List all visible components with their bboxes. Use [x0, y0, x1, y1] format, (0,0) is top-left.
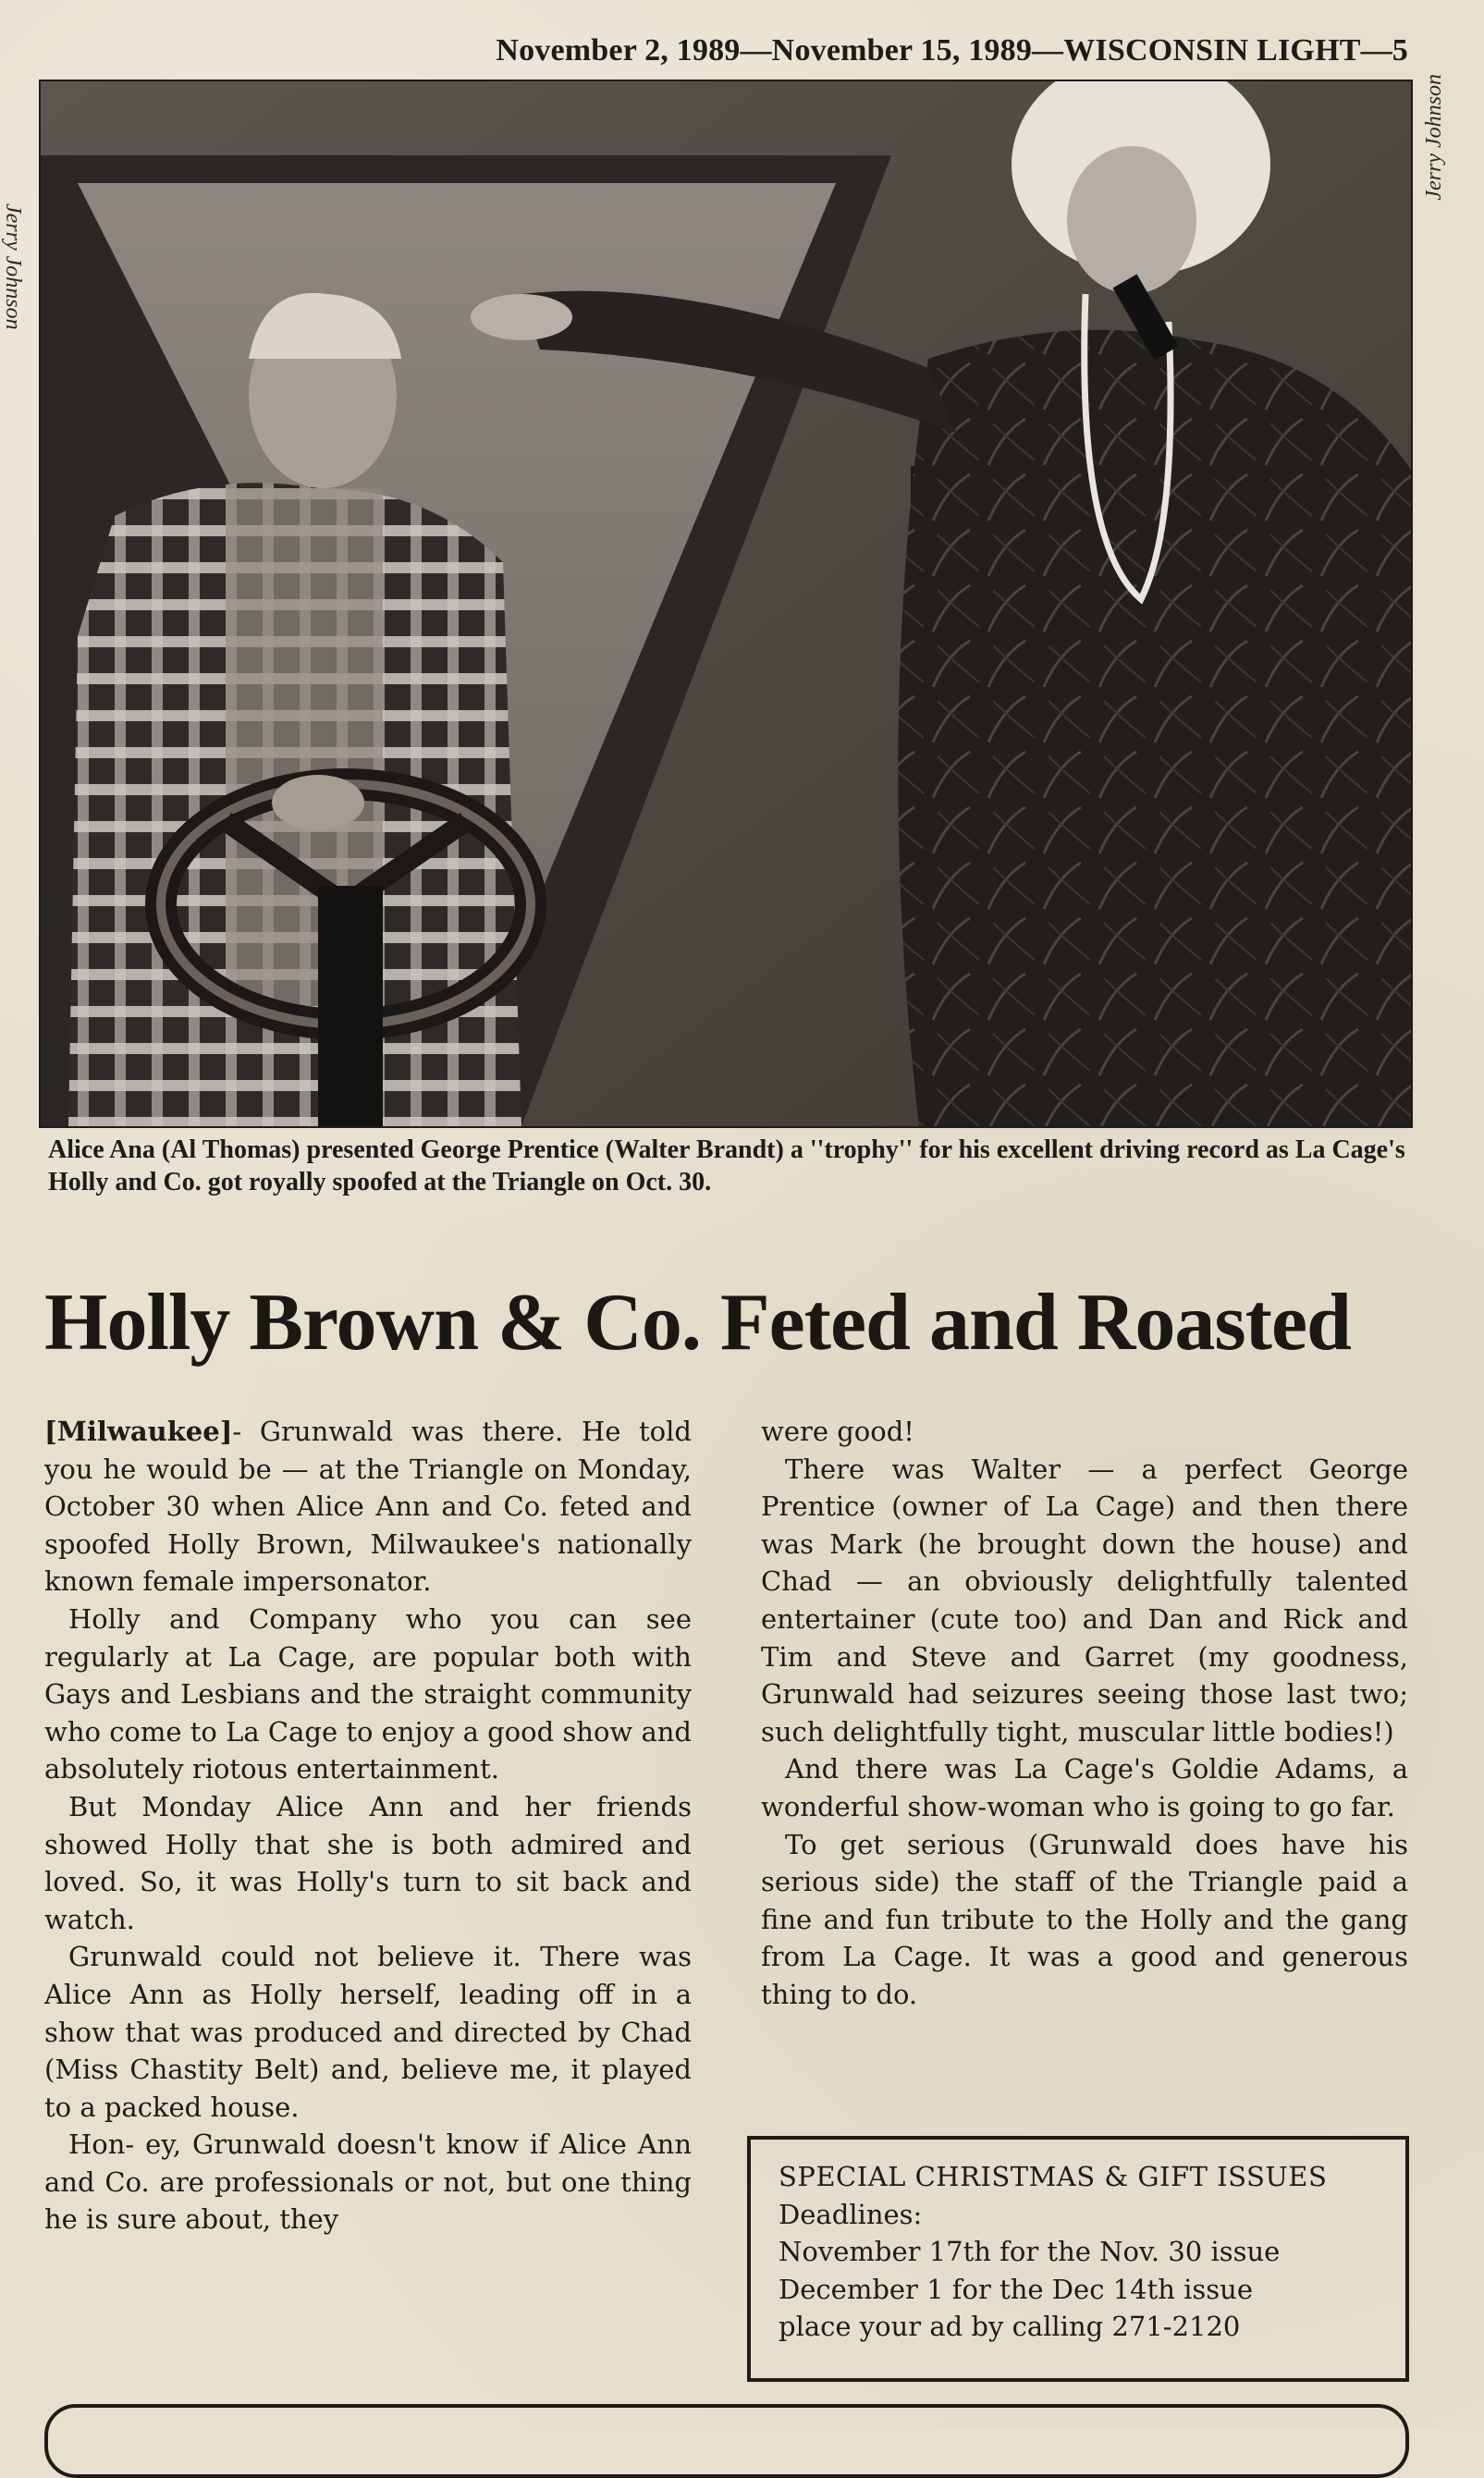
article-paragraph: But Monday Alice Ann and her friends showed Holly that she is both admired and loved. So, it was Holly's turn to sit back and watch. [44, 1790, 692, 1935]
photo-caption: Alice Ana (Al Thomas) presented George Prentice (Walter Brandt) a ''trophy'' for his excellent driving record as La Cage's Holly and Co. got royally spoofed at the Triangle on Oct. 30. [48, 1135, 1405, 1196]
article-paragraph: Grunwald could not believe it. There was Alice Ann as Holly herself, leading off in a show that was produced and directed by Chad (Miss Chastity Belt) and, believe me, it played to a packed house. [44, 1941, 692, 2123]
ad-deadline-2: December 1 for the Dec 14th issue [779, 2273, 1253, 2305]
article-column-right [761, 1413, 1408, 2239]
article-paragraph: There was Walter — a perfect George Prentice (owner of La Cage) and then there was Mark (he brought down the house) and Chad — an obviously delightfully talented entertainer (cute too) and Dan and Rick and Tim and Steve and Garret (my goodness, Grunwald had seizures seeing those last two; such delightfully tight, muscular little bodies!) [761, 1453, 1408, 1748]
photo-illustration [41, 81, 1411, 1126]
page-header: November 2, 1989—November 15, 1989—WISCONSIN LIGHT—5 [496, 33, 1408, 67]
article-paragraph: were good! [761, 1416, 914, 1447]
ad-deadlines-label: Deadlines: [779, 2198, 923, 2230]
article-columns [44, 1413, 1409, 2239]
christmas-ad-box [747, 2136, 1409, 2382]
article-paragraph: Holly and Company who you can see regularly at La Cage, are popular both with Gays and Lesbians and the straight community who come to La Cage to enjoy a good show and absolutely riotous entertainment. [44, 1602, 692, 1785]
ad-content [779, 2158, 1385, 2361]
photo-credit-right: Jerry Johnson [1422, 74, 1446, 201]
article-headline: Holly Brown & Co. Feted and Roasted [44, 1278, 1351, 1368]
ad-contact: place your ad by calling 271-2120 [779, 2311, 1241, 2343]
paragraph-text: - Grunwald was there. He told you he would be — at the Triangle on Monday, October 30 when Alice Ann and Co. feted and spoofed Holly Brown, Milwaukee's nationally known female impersonator. [44, 1416, 692, 1598]
article-paragraph [44, 1413, 692, 1601]
next-ad-border [44, 2404, 1409, 2478]
news-photo [39, 80, 1413, 1128]
ad-deadline-1: November 17th for the Nov. 30 issue [779, 2236, 1281, 2268]
article-column-left [44, 1413, 692, 2239]
ad-title: SPECIAL CHRISTMAS & GIFT ISSUES [779, 2161, 1328, 2192]
article-paragraph: And there was La Cage's Goldie Adams, a wonderful show-woman who is going to go far. [761, 1753, 1408, 1822]
article-paragraph: To get serious (Grunwald does have his serious side) the staff of the Triangle paid a fine and fun tribute to the Holly and the gang from La Cage. It was a good and generous thing to do. [761, 1828, 1408, 2010]
article-paragraph: Hon- ey, Grunwald doesn't know if Alice Ann and Co. are professionals or not, but one thing he is sure about, they [44, 2128, 692, 2236]
dateline: [Milwaukee] [44, 1416, 233, 1447]
photo-credit-left: Jerry Johnson [1, 203, 25, 330]
